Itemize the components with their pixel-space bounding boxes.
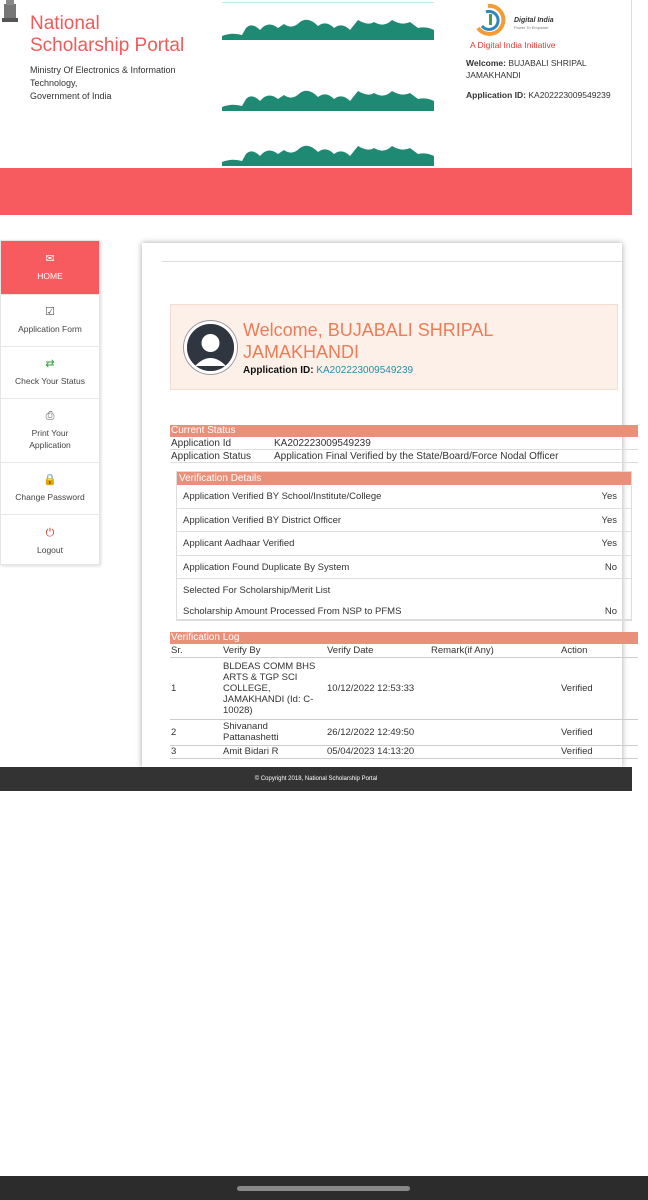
digital-india-text: Digital India (514, 17, 554, 24)
verification-row: Application Found Duplicate By System No (177, 556, 631, 580)
status-row: Application Id KA202223009549239 (170, 437, 638, 450)
welcome-panel (170, 304, 618, 390)
edit-icon: ☑ (45, 306, 55, 318)
sidebar (0, 240, 100, 565)
status-row: Application Status Application Final Verified by the State/Board/Force Nodal Officer (170, 450, 638, 463)
power-icon: ⏻ (45, 526, 55, 539)
digital-india-initiative: A Digital India Initiative (470, 40, 556, 50)
digital-india-icon (470, 2, 570, 38)
verification-row: Scholarship Amount Processed From NSP to PFMS No (177, 603, 631, 620)
national-emblem-icon (0, 0, 20, 32)
verification-row: Application Verified BY School/Institute/College Yes (177, 485, 631, 509)
print-icon: ⎙ (45, 410, 55, 422)
envelope-icon: ✉ (45, 253, 55, 265)
header-application-id: Application ID: KA202223009549239 (466, 90, 611, 100)
digital-india-logo (470, 2, 570, 43)
banner-graphic (222, 128, 434, 166)
welcome-heading: Welcome, BUJABALI SHRIPAL JAMAKHANDI (243, 320, 493, 362)
verification-row: Selected For Scholarship/Merit List (183, 585, 331, 596)
lock-icon: 🔒 (43, 474, 57, 486)
verification-log-heading: Verification Log (170, 632, 638, 644)
system-nav-bar (0, 1176, 648, 1200)
verification-row: Application Verified BY District Officer Yes (177, 509, 631, 533)
site-title[interactable]: National Scholarship Portal (30, 13, 185, 56)
verification-details-heading: Verification Details (177, 472, 631, 485)
welcome-application-id: Application ID: KA202223009549239 (243, 365, 414, 376)
current-status-table (170, 425, 638, 463)
banner-graphic (222, 73, 434, 111)
exchange-icon: ⇄ (45, 358, 55, 370)
digital-india-tagline: Power To Empower (514, 25, 549, 30)
header (0, 0, 632, 168)
divider (162, 261, 622, 262)
sidebar-item-check-status[interactable]: ⇄ Check Your Status (1, 347, 99, 399)
user-icon (187, 324, 234, 371)
log-header-row: Sr. Verify By Verify Date Remark(if Any) Action (170, 644, 638, 657)
ministry-text: Ministry Of Electronics & Information Technology, Government of India (30, 65, 176, 101)
verification-details-table (176, 471, 632, 621)
header-welcome: Welcome: BUJABALI SHRIPAL JAMAKHANDI (466, 58, 587, 80)
sidebar-item-logout[interactable]: ⏻ Logout (37, 526, 63, 555)
sidebar-item-application-form[interactable]: ☑ Application Form (1, 295, 99, 347)
current-status-heading: Current Status (170, 425, 638, 437)
banner-graphic (222, 2, 434, 40)
log-table (170, 644, 638, 759)
sidebar-item-home[interactable]: ✉ HOME (1, 241, 99, 295)
verification-row: Applicant Aadhaar Verified Yes (177, 532, 631, 556)
home-gesture-handle[interactable] (237, 1186, 410, 1191)
sidebar-item-change-password[interactable]: 🔒 Change Password (1, 463, 99, 515)
verification-log-table (170, 632, 638, 759)
table-row: 3 Amit Bidari R 05/04/2023 14:13:20 Verified (170, 745, 638, 758)
footer: © Copyright 2018, National Scholarship Portal (0, 767, 632, 791)
table-row: 2 Shivanand Pattanashetti 26/12/2022 12:49:50 Verified (170, 719, 638, 745)
nav-bar (0, 168, 632, 215)
sidebar-item-print-application[interactable]: ⎙ Print Your Application (1, 399, 99, 463)
avatar (184, 321, 237, 374)
table-row: 1 BLDEAS COMM BHS ARTS & TGP SCI COLLEGE, JAMAKHANDI (Id: C-10028) 10/12/2022 12:53:33 Verified (170, 657, 638, 719)
